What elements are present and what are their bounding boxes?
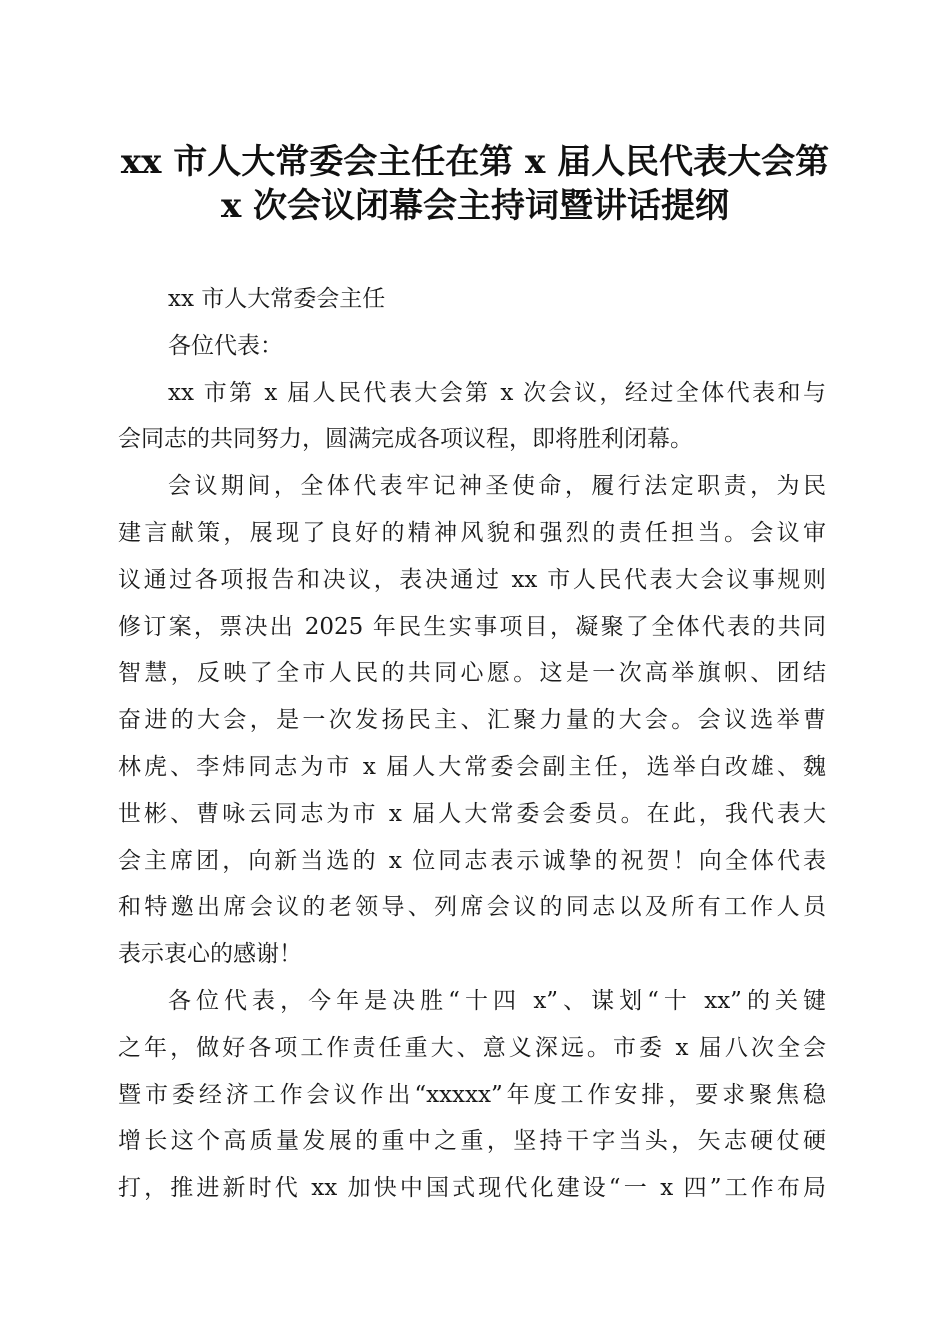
paragraph-line: 会主席团，向新当选的 x 位同志表示诚挚的祝贺！向全体代表 <box>118 847 826 874</box>
paragraph-line: 林虎、李炜同志为市 x 届人大常委会副主任，选举白改雄、魏 <box>118 753 826 780</box>
paragraph-3 <box>118 978 826 1212</box>
paragraph-line: 和特邀出席会议的老领导、列席会议的同志以及所有工作人员 <box>118 894 826 921</box>
document-title <box>110 140 840 228</box>
paragraph-line: xx 市第 x 届人民代表大会第 x 次会议，经过全体代表和与 <box>168 379 826 406</box>
paragraph-line: 建言献策，展现了良好的精神风貌和强烈的责任担当。会议审 <box>118 519 826 546</box>
author-line: xx 市人大常委会主任 <box>168 286 386 312</box>
paragraph-line: 会议期间，全体代表牢记神圣使命，履行法定职责，为民 <box>168 473 826 500</box>
paragraph-line: 各位代表，今年是决胜“十四 x”、谋划“十 xx”的关键 <box>168 987 826 1014</box>
paragraph-line: 之年，做好各项工作责任重大、意义深远。市委 x 届八次全会 <box>118 1034 826 1061</box>
paragraph-line: 暨市委经济工作会议作出“xxxxx”年度工作安排，要求聚焦稳 <box>118 1081 826 1108</box>
paragraph-1 <box>118 370 826 464</box>
paragraph-line: 智慧，反映了全市人民的共同心愿。这是一次高举旗帜、团结 <box>118 660 826 687</box>
paragraph-line: 议通过各项报告和决议，表决通过 xx 市人民代表大会议事规则 <box>118 566 826 593</box>
paragraph-line: 增长这个高质量发展的重中之重，坚持干字当头，矢志硬仗硬 <box>118 1128 826 1155</box>
paragraph-line: 会同志的共同努力，圆满完成各项议程，即将胜利闭幕。 <box>118 426 693 453</box>
paragraph-2 <box>118 463 826 978</box>
paragraph-line: 表示衷心的感谢！ <box>118 941 302 968</box>
title-line-1: xx 市人大常委会主任在第 x 届人民代表大会第 <box>120 142 830 182</box>
paragraph-line: 打，推进新时代 xx 加快中国式现代化建设“一 x 四”工作布局 <box>118 1175 826 1202</box>
document-body <box>118 276 826 1212</box>
title-line-2: x 次会议闭幕会主持词暨讲话提纲 <box>220 186 730 226</box>
paragraph-line: 奋进的大会，是一次发扬民主、汇聚力量的大会。会议选举曹 <box>118 707 826 734</box>
paragraph-line: 世彬、曹咏云同志为市 x 届人大常委会委员。在此，我代表大 <box>118 800 826 827</box>
paragraph-line: 修订案，票决出 2025 年民生实事项目，凝聚了全体代表的共同 <box>118 613 826 640</box>
salutation: 各位代表： <box>168 332 283 359</box>
